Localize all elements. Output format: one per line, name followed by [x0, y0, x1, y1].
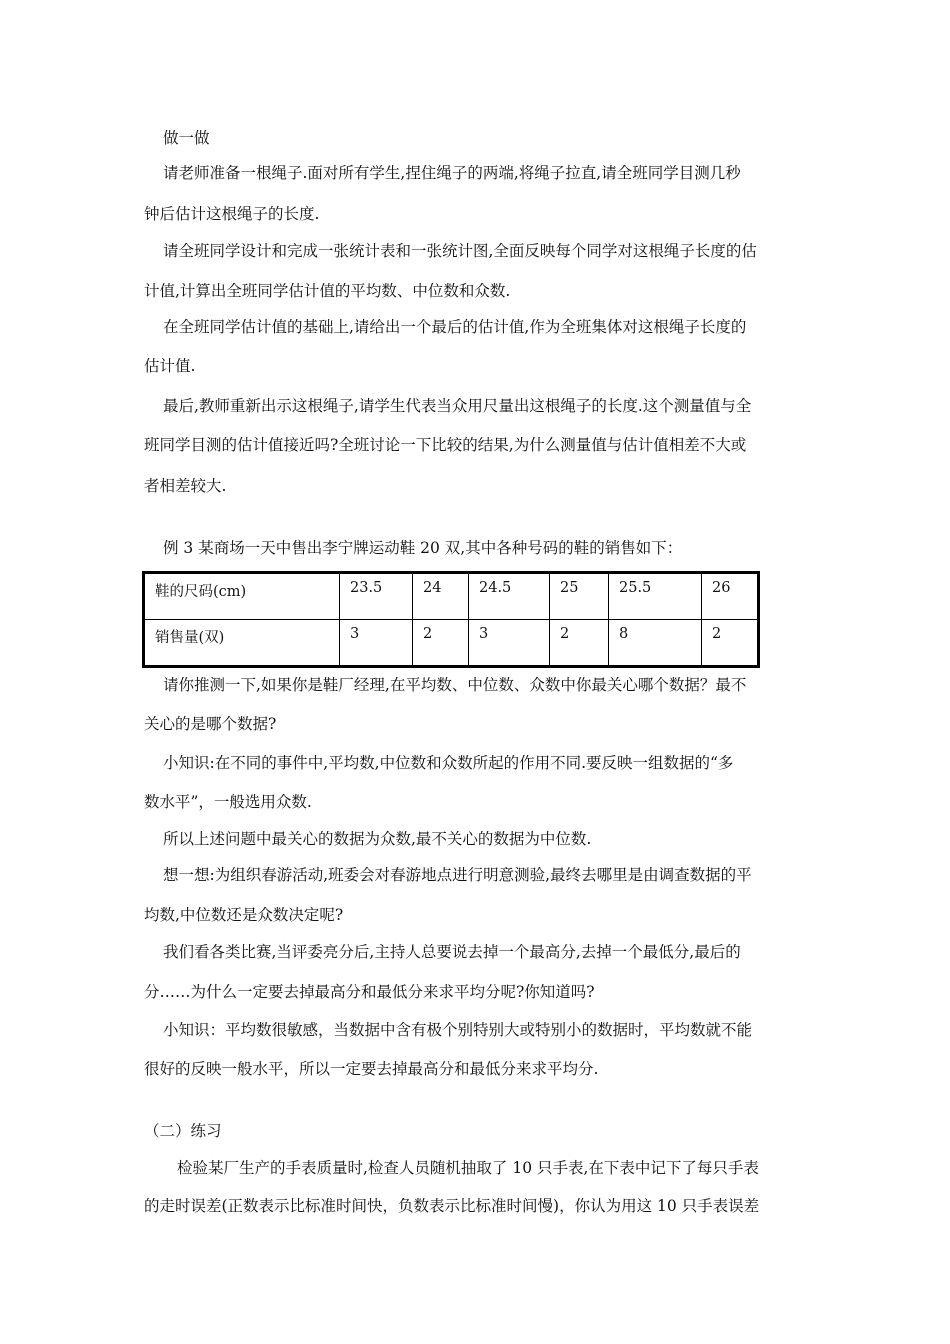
table-cell: 23.5	[340, 573, 413, 620]
paragraph-line: 的走时误差(正数表示比标准时间快，负数表示比标准时间慢)，你认为用这 10 只手表误差	[144, 1197, 760, 1215]
paragraph-line: 小知识:在不同的事件中,平均数,中位数和众数所起的作用不同.要反映一组数据的“多	[163, 754, 734, 772]
shoe-sales-table	[142, 571, 760, 668]
paragraph-line: 关心的是哪个数据?	[144, 715, 277, 733]
paragraph-line: 小知识：平均数很敏感，当数据中含有极个别特别大或特别小的数据时，平均数就不能	[163, 1021, 753, 1039]
paragraph-line: 所以上述问题中最关心的数据为众数,最不关心的数据为中位数.	[163, 830, 592, 848]
example-3-title: 例 3 某商场一天中售出李宁牌运动鞋 20 双,其中各种号码的鞋的销售如下：	[163, 539, 683, 557]
table-cell: 2	[413, 620, 469, 667]
table-cell: 25	[550, 573, 609, 620]
paragraph-line: 计值,计算出全班同学估计值的平均数、中位数和众数.	[144, 282, 511, 300]
table-cell: 24.5	[469, 573, 550, 620]
section-heading-practice: （二）练习	[144, 1122, 222, 1140]
paragraph-line: 请你推测一下,如果你是鞋厂经理,在平均数、中位数、众数中你最关心哪个数据？最不	[163, 676, 747, 694]
table-cell: 3	[469, 620, 550, 667]
paragraph-line: 很好的反映一般水平，所以一定要去掉最高分和最低分来求平均分.	[144, 1060, 599, 1078]
paragraph-line: 均数,中位数还是众数决定呢?	[144, 906, 344, 924]
table-cell: 2	[550, 620, 609, 667]
paragraph-line: 请全班同学设计和完成一张统计表和一张统计图,全面反映每个同学对这根绳子长度的估	[163, 242, 757, 260]
paragraph-line: 想一想:为组织春游活动,班委会对春游地点进行明意测验,最终去哪里是由调查数据的平	[163, 866, 752, 884]
table-cell: 24	[413, 573, 469, 620]
paragraph-line: 钟后估计这根绳子的长度.	[144, 205, 320, 223]
table-cell: 26	[702, 573, 759, 620]
paragraph-line: 估计值.	[144, 357, 196, 375]
paragraph-line: 分……为什么一定要去掉最高分和最低分来求平均分呢?你知道吗?	[144, 983, 595, 1001]
heading-do: 做一做	[163, 129, 210, 147]
table-cell: 销售量(双)	[144, 620, 340, 667]
paragraph-line: 在全班同学估计值的基础上,请给出一个最后的估计值,作为全班集体对这根绳子长度的	[163, 318, 747, 336]
paragraph-line: 数水平”，一般选用众数.	[144, 793, 312, 811]
table-cell: 25.5	[609, 573, 702, 620]
table-cell: 3	[340, 620, 413, 667]
table-row	[144, 573, 759, 620]
paragraph-line: 检验某厂生产的手表质量时,检查人员随机抽取了 10 只手表,在下表中记下了每只手表	[177, 1159, 759, 1177]
paragraph-line: 者相差较大.	[144, 477, 227, 495]
paragraph-line: 最后,教师重新出示这根绳子,请学生代表当众用尺量出这根绳子的长度.这个测量值与全	[163, 397, 752, 415]
table-cell: 8	[609, 620, 702, 667]
table-cell: 鞋的尺码(cm)	[144, 573, 340, 620]
table-row	[144, 620, 759, 667]
paragraph-line: 班同学目测的估计值接近吗?全班讨论一下比较的结果,为什么测量值与估计值相差不大或	[144, 436, 747, 454]
table-cell: 2	[702, 620, 759, 667]
paragraph-line: 我们看各类比赛,当评委亮分后,主持人总要说去掉一个最高分,去掉一个最低分,最后的	[163, 943, 741, 961]
paragraph-line: 请老师准备一根绳子.面对所有学生,捏住绳子的两端,将绳子拉直,请全班同学目测几秒	[163, 164, 741, 182]
